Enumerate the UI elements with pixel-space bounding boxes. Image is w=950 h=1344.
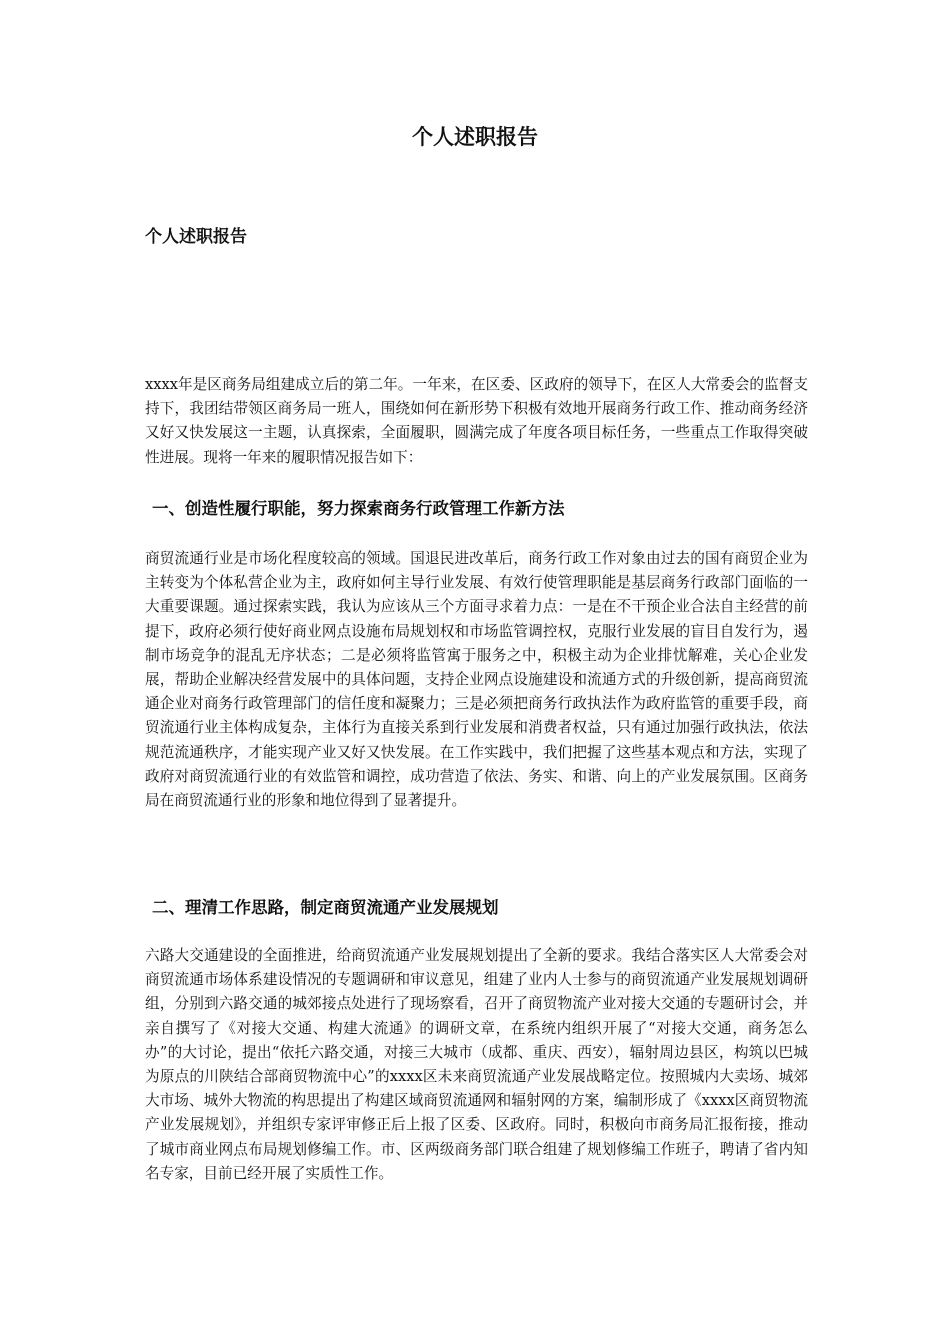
document-title: 个人述职报告 [412,125,538,149]
section-heading-2: 二、理清工作思路，制定商贸流通产业发展规划 [152,898,499,917]
section-body-2: 六路大交通建设的全面推进，给商贸流通产业发展规划提出了全新的要求。我结合落实区人大常委会对商贸流通市场体系建设情况的专题调研和审议意见，组建了业内人士参与的商贸流通产业发展规划调研组，分别到六路交通的城郊接点处进行了现场察看，召开了商贸物流产业对接大交通的专题研讨会，并亲自撰写了《对接大交通、构建大流通》的调研文章，在系统内组织开展了“对接大交通，商务怎么办”的大讨论，提出“依托六路交通，对接三大城市（成都、重庆、西安），辐射周边县区，构筑以巴城为原点的川陕结合部商贸物流中心”的xxxx区未来商贸流通产业发展战略定位。按照城内大卖场、城郊大市场、城外大物流的构思提出了构建区域商贸流通网和辐射网的方案，编制形成了《xxxx区商贸物流产业发展规划》，并组织专家评审修正后上报了区委、区政府。同时，积极向市商务局汇报衔接，推动了城市商业网点布局规划修编工作。市、区两级商务部门联合组建了规划修编工作班子，聘请了省内知名专家，目前已经开展了实质性工作。 [145,947,808,1182]
document-subtitle: 个人述职报告 [145,227,247,247]
section-heading-1: 一、创造性履行职能，努力探索商务行政管理工作新方法 [152,499,565,518]
section-body-1: 商贸流通行业是市场化程度较高的领域。国退民进改革后，商务行政工作对象由过去的国有商贸企业为主转变为个体私营企业为主，政府如何主导行业发展、有效行使管理职能是基层商务行政部门面临的一大重要课题。通过探索实践，我认为应该从三个方面寻求着力点：一是在不干预企业合法自主经营的前提下，政府必须行使好商业网点设施布局规划权和市场监管调控权，克服行业发展的盲目自发行为，遏制市场竞争的混乱无序状态；二是必须将监管寓于服务之中，积极主动为企业排忧解难，关心企业发展，帮助企业解决经营发展中的具体问题，支持企业网点设施建设和流通方式的升级创新，提高商贸流通企业对商务行政管理部门的信任度和凝聚力；三是必须把商务行政执法作为政府监管的重要手段，商贸流通行业主体构成复杂，主体行为直接关系到行业发展和消费者权益，只有通过加强行政执法，依法规范流通秩序，才能实现产业又好又快发展。在工作实践中，我们把握了这些基本观点和方法，实现了政府对商贸流通行业的有效监管和调控，成功营造了依法、务实、和谐、向上的产业发展氛围。区商务局在商贸流通行业的形象和地位得到了显著提升。 [145,550,808,810]
intro-paragraph: xxxx年是区商务局组建成立后的第二年。一年来，在区委、区政府的领导下，在区人大常委会的监督支持下，我团结带领区商务局一班人，围绕如何在新形势下积极有效地开展商务行政工作、推动商务经济又好又快发展这一主题，认真探索，全面履职，圆满完成了年度各项目标任务，一些重点工作取得突破性进展。现将一年来的履职情况报告如下： [145,376,808,466]
